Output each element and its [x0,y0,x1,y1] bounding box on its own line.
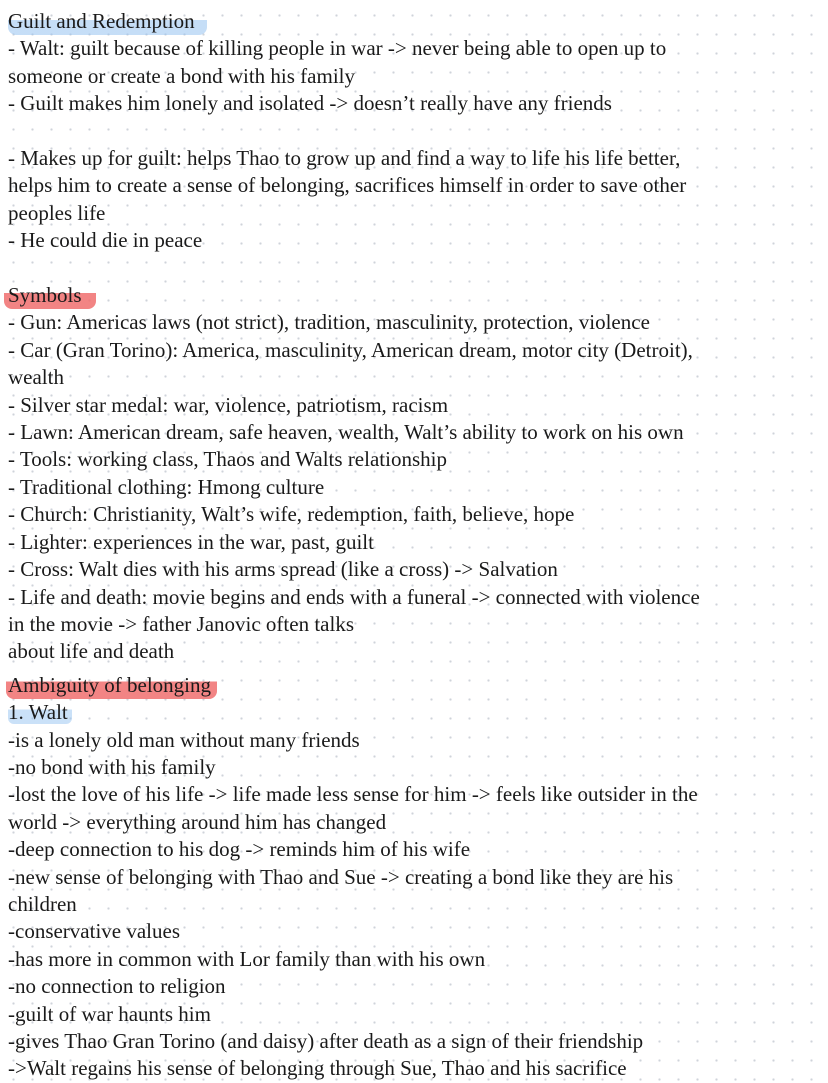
note-line: world -> everything around him has changed [8,809,387,834]
note-line: - Tools: working class, Thaos and Walts relationship [8,447,447,472]
note-line: in the movie -> father Janovic often talks [8,611,354,636]
subheading-row [8,699,828,726]
note-line: - Traditional clothing: Hmong culture [8,474,325,499]
note-line: about life and death [8,639,175,664]
note-line: -no connection to religion [8,974,226,999]
note-line: - Lighter: experiences in the war, past, guilt [8,529,374,554]
note-line: -gives Thao Gran Torino (and daisy) after death as a sign of their friendship [8,1029,644,1053]
note-line: children [8,891,77,916]
note-line: - Walt: guilt because of killing people in war -> never being able to open up to [8,36,667,61]
note-line: - Lawn: American dream, safe heaven, wealth, Walt’s ability to work on his own [8,420,684,445]
section-guilt-heading-row [8,8,828,35]
note-line: - Cross: Walt dies with his arms spread (like a cross) -> Salvation [8,557,558,582]
blank-line [8,118,828,145]
section-heading-belonging: Ambiguity of belonging [6,672,217,699]
blank-line [8,255,828,282]
note-line: helps him to create a sense of belonging, sacrifices himself in order to save other [8,173,687,198]
note-line: - Makes up for guilt: helps Thao to grow up and find a way to life his life better, [8,146,681,171]
note-line: - Life and death: movie begins and ends with a funeral -> connected with violence [8,584,700,609]
note-line: -has more in common with Lor family than with his own [8,946,486,971]
note-line: -lost the love of his life -> life made less sense for him -> feels like outsider in the [8,782,698,807]
note-line: -conservative values [8,919,181,944]
note-line: - Silver star medal: war, violence, patriotism, racism [8,392,449,417]
note-line: peoples life [8,200,106,225]
note-line: wealth [8,365,64,390]
note-line: -deep connection to his dog -> reminds him of his wife [8,837,471,862]
note-line: -new sense of belonging with Thao and Sue -> creating a bond like they are his [8,864,674,889]
note-line: ->Walt regains his sense of belonging through Sue, Thao and his sacrifice [8,1056,627,1081]
section-heading-symbols: Symbols [4,282,96,309]
note-line: - He could die in peace [8,228,203,253]
subheading-walt: 1. Walt [8,700,72,724]
section-symbols-heading-row [8,282,828,309]
section-belonging-heading-row [8,672,828,699]
note-line: -no bond with his family [8,754,216,779]
note-line: - Guilt makes him lonely and isolated -> doesn’t really have any friends [8,91,612,116]
note-line: someone or create a bond with his family [8,63,355,88]
section-heading-guilt: Guilt and Redemption [8,8,207,35]
note-line: - Gun: Americas laws (not strict), tradition, masculinity, protection, violence [8,310,650,335]
note-line: -guilt of war haunts him [8,1001,211,1026]
note-line: - Church: Christianity, Walt’s wife, redemption, faith, believe, hope [8,502,575,527]
note-line: - Car (Gran Torino): America, masculinity, American dream, motor city (Detroit), [8,337,693,362]
note-line: -is a lonely old man without many friends [8,727,360,752]
